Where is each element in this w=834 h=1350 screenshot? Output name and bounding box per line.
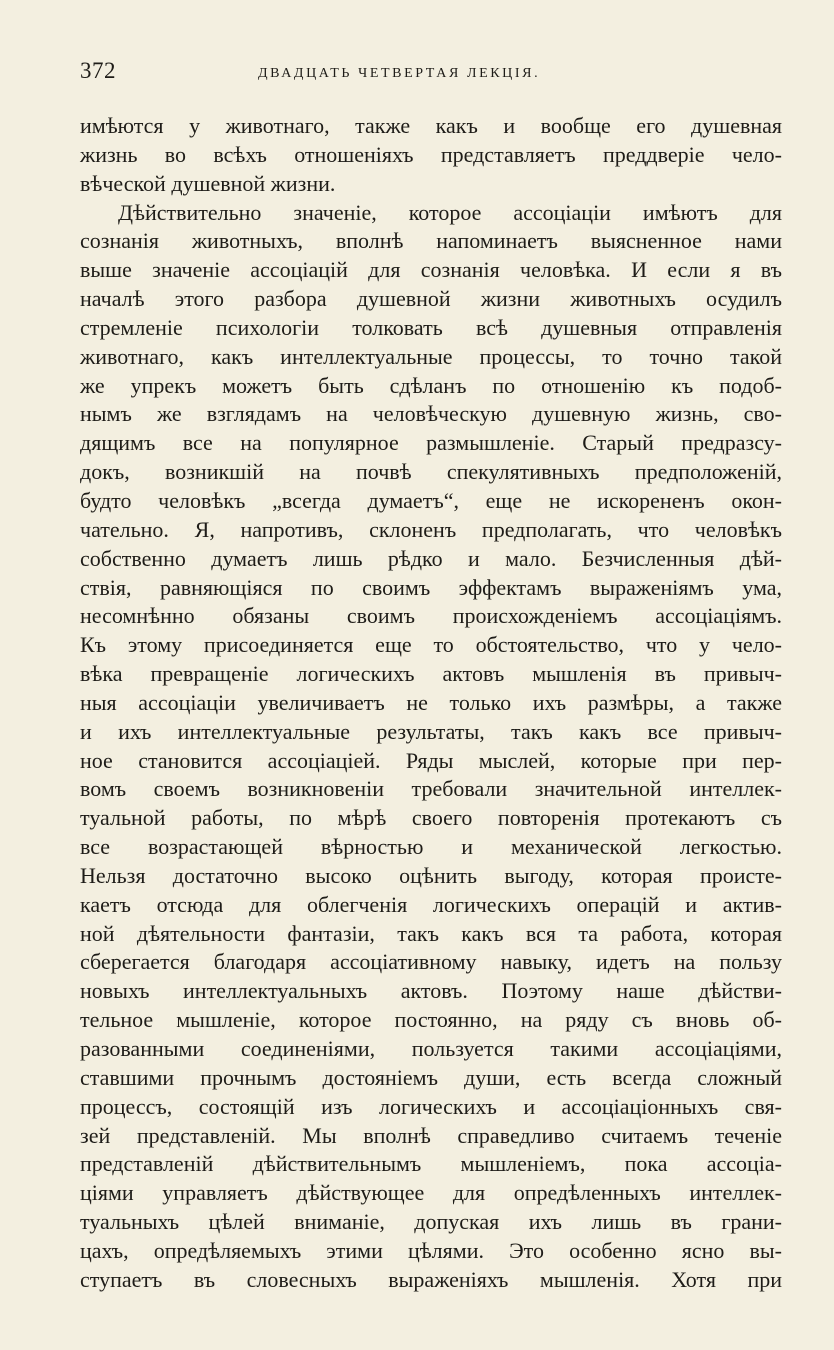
text-line: ной дѣятельности фантазіи, такъ какъ вся та работа, которая bbox=[80, 920, 782, 946]
text-line: стремленіе психологіи толковать всѣ душевныя отправленія bbox=[80, 314, 782, 340]
text-line: же упрекъ можетъ быть сдѣланъ по отношенію къ подоб- bbox=[80, 372, 782, 398]
text-line: ціями управляетъ дѣйствующее для опредѣленныхъ интеллек- bbox=[80, 1180, 782, 1206]
running-head bbox=[80, 58, 782, 88]
page-number: 372 bbox=[80, 58, 116, 83]
text-line: докъ, возникшій на почвѣ спекулятивныхъ предположеній, bbox=[80, 459, 782, 485]
text-line: процессъ, состоящій изъ логическихъ и ассоціаціонныхъ свя- bbox=[80, 1093, 782, 1119]
running-title: ДВАДЦАТЬ ЧЕТВЕРТАЯ ЛЕКЦІЯ. bbox=[258, 66, 541, 81]
text-line: животнаго, какъ интеллектуальные процессы, то точно такой bbox=[80, 343, 782, 369]
text-line: зей представленій. Мы вполнѣ справедливо считаемъ теченіе bbox=[80, 1122, 782, 1148]
text-line: цахъ, опредѣляемыхъ этими цѣлями. Это особенно ясно вы- bbox=[80, 1237, 782, 1263]
text-line: несомнѣнно обязаны своимъ происхожденіемъ ассоціаціямъ. bbox=[80, 603, 782, 629]
text-line: представленій дѣйствительнымъ мышленіемъ, пока ассоціа- bbox=[80, 1151, 782, 1177]
text-line: выше значеніе ассоціацій для сознанія человѣка. И если я въ bbox=[80, 257, 782, 283]
text-line: сберегается благодаря ассоціативному навыку, идетъ на пользу bbox=[80, 949, 782, 975]
text-line: чательно. Я, напротивъ, склоненъ предполагать, что человѣкъ bbox=[80, 516, 782, 542]
text-line: ступаетъ въ словесныхъ выраженіяхъ мышленія. Хотя при bbox=[80, 1266, 782, 1292]
text-line: ныя ассоціаціи увеличиваетъ не только ихъ размѣры, а также bbox=[80, 689, 782, 715]
text-line: Къ этому присоединяется еще то обстоятельство, что у чело- bbox=[80, 632, 782, 658]
text-line: и ихъ интеллектуальные результаты, такъ какъ все привыч- bbox=[80, 718, 782, 744]
text-line: Нельзя достаточно высоко оцѣнить выгоду, которая происте- bbox=[80, 862, 782, 888]
text-line: началѣ этого разбора душевной жизни животныхъ осудилъ bbox=[80, 286, 782, 312]
text-line: ное становится ассоціаціей. Ряды мыслей, которые при пер- bbox=[80, 747, 782, 773]
body-text bbox=[80, 112, 782, 1295]
text-line: тельное мышленіе, которое постоянно, на ряду съ вновь об- bbox=[80, 1007, 782, 1033]
text-line: все возрастающей вѣрностью и механической легкостью. bbox=[80, 834, 782, 860]
text-line: жизнь во всѣхъ отношеніяхъ представляетъ преддверіе чело- bbox=[80, 141, 782, 167]
text-line: имѣются у животнаго, также какъ и вообще его душевная bbox=[80, 113, 782, 138]
text-line: будто человѣкъ „всегда думаетъ“, еще не искорененъ окон- bbox=[80, 487, 782, 513]
text-line: нымъ же взглядамъ на человѣческую душевную жизнь, сво- bbox=[80, 401, 782, 427]
text-line: собственно думаетъ лишь рѣдко и мало. Безчисленныя дѣй- bbox=[80, 545, 782, 571]
text-line: сознанія животныхъ, вполнѣ напоминаетъ выясненное нами bbox=[80, 228, 782, 254]
text-line: туальныхъ цѣлей вниманіе, допуская ихъ лишь въ грани- bbox=[80, 1209, 782, 1235]
text-line: вомъ своемъ возникновеніи требовали значительной интеллек- bbox=[80, 776, 782, 802]
text-line: Дѣйствительно значеніе, которое ассоціаціи имѣютъ для bbox=[118, 199, 782, 225]
text-line: ствія, равняющіяся по своимъ эффектамъ выраженіямъ ума, bbox=[80, 574, 782, 600]
text-line: новыхъ интеллектуальныхъ актовъ. Поэтому наше дѣйстви- bbox=[80, 978, 782, 1004]
text-line: разованными соединеніями, пользуется такими ассоціаціями, bbox=[80, 1036, 782, 1061]
text-line: дящимъ все на популярное размышленіе. Старый предразсу- bbox=[80, 430, 782, 456]
text-line: каетъ отсюда для облегченія логическихъ операцій и актив- bbox=[80, 891, 782, 917]
text-line: ставшими прочнымъ достояніемъ души, есть всегда сложный bbox=[80, 1064, 782, 1090]
text-line: вѣческой душевной жизни. bbox=[80, 170, 336, 196]
text-line: вѣка превращеніе логическихъ актовъ мышленія въ привыч- bbox=[80, 661, 782, 687]
text-line: туальной работы, по мѣрѣ своего повторенія протекаютъ съ bbox=[80, 805, 782, 831]
